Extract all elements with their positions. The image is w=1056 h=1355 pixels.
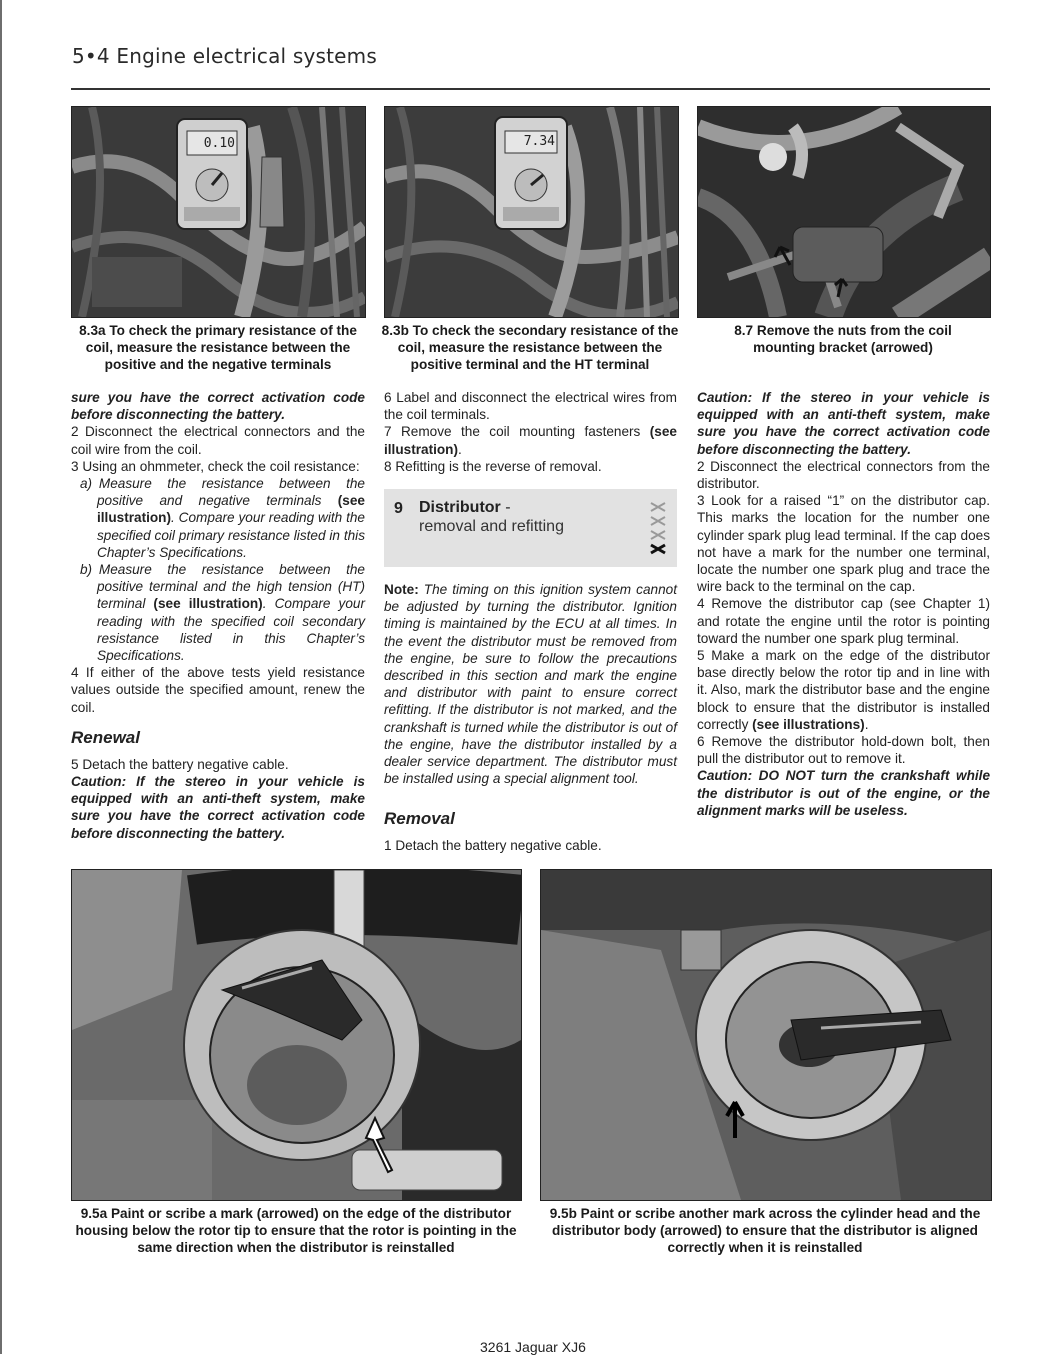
photo-9-5b [540, 869, 992, 1201]
photo-8-3b [384, 106, 679, 318]
step-7: 7 Remove the coil mounting fasteners (see illustration). [384, 424, 677, 457]
step-6-distributor: 6 Remove the distributor hold-down bolt, then pull the distributor out to remove it. [697, 734, 990, 767]
page-footer: 3261 Jaguar XJ6 [480, 1339, 586, 1355]
substep-b: b) Measure the resistance between the positive terminal and the high tension (HT) terminal (see illustration). Compare your reading with the specified coil secondary resistance listed in this Chapter’s Specifications. [80, 562, 365, 664]
heading-renewal: Renewal [71, 727, 140, 747]
caption-8-7: 8.7 Remove the nuts from the coil mounting bracket (arrowed) [734, 323, 952, 355]
step-5: 5 Detach the battery negative cable. [71, 756, 289, 772]
step-6: 6 Label and disconnect the electrical wires from the coil terminals. [384, 390, 677, 423]
heading-removal: Removal [384, 809, 455, 829]
header-rule [71, 88, 990, 90]
step-1: 1 Detach the battery negative cable. [384, 838, 602, 854]
step-3-distributor: 3 Look for a raised “1” on the distributor cap. This marks the location for the number one cylinder spark plug lead terminal. If the cap does not have a mark for the number one terminal, locate the number one spark plug and trace the wire back to the terminal on the cap. [697, 493, 990, 595]
text-column-2 [384, 389, 677, 855]
caution-stereo-2: Caution: If the stereo in your vehicle is equipped with an anti-theft system, make sure you have the correct activation code before disconnecting the battery. [697, 390, 990, 457]
section-heading-9 [384, 489, 677, 567]
running-header: 5•4 Engine electrical systems [72, 44, 377, 68]
text-column-3 [697, 389, 990, 819]
step-5-distributor: 5 Make a mark on the edge of the distributor base directly below the rotor tip and in line with it. Also, mark the distributor base and the engine block to ensure that the distributor is installed correctly (see illustrations). [697, 648, 990, 732]
meter-display-b: 7.34 [523, 134, 555, 149]
photo-8-3a [71, 106, 366, 318]
section-subtitle: removal and refitting [419, 518, 564, 536]
caution-crankshaft: Caution: DO NOT turn the crankshaft while the distributor is out of the engine, or the alignment marks will be useless. [697, 768, 990, 818]
caption-8-3a: 8.3a To check the primary resistance of the coil, measure the resistance between the positive and the negative terminals [79, 323, 357, 372]
step-2-distributor: 2 Disconnect the electrical connectors from the distributor. [697, 458, 990, 492]
photo-8-7 [697, 106, 991, 318]
substep-a: a) Measure the resistance between the positive and negative terminals (see illustration). Compare your reading with the specified coil primary resistance listed in this Chapter’s Specifications. [80, 476, 365, 560]
caution-continued: sure you have the correct activation code before disconnecting the battery. [71, 390, 365, 423]
page-edge-rule [0, 0, 2, 1354]
caption-9-5b: 9.5b Paint or scribe another mark across the cylinder head and the distributor body (arrowed) to ensure that the distributor is aligned correctly when it is reinstalled [549, 1206, 981, 1255]
step-8: 8 Refitting is the reverse of removal. [384, 458, 602, 474]
step-3: 3 Using an ohmmeter, check the coil resistance: [71, 458, 360, 474]
caption-8-3b: 8.3b To check the secondary resistance of the coil, measure the resistance between the positive terminal and the HT terminal [381, 323, 679, 372]
section-number: 9 [394, 500, 403, 518]
text-column-1 [71, 389, 365, 842]
step-4-distributor: 4 Remove the distributor cap (see Chapter 1) and rotate the engine until the rotor is pointing toward the number one spark plug terminal. [697, 596, 990, 646]
difficulty-wrench-icon [647, 497, 669, 559]
step-4: 4 If either of the above tests yield resistance values outside the specified amount, renew the coil. [71, 665, 365, 715]
note: Note: The timing on this ignition system cannot be adjusted by turning the distributor. Ignition timing is maintained by the ECU at all times. In the event the distributor must be removed from the engine, be sure to follow the precautions described in this section and mark the engine and distributor with paint to ensure correct refitting. If the distributor is not marked, and the crankshaft is turned while the distributor is out of the engine, have the distributor installed by a dealer service department. The distributor must be installed using a special alignment tool. [384, 582, 677, 787]
step-2: 2 Disconnect the electrical connectors and the coil wire from the coil. [71, 424, 365, 457]
meter-display-a: 0.10 [203, 136, 235, 151]
caption-9-5a: 9.5a Paint or scribe a mark (arrowed) on the edge of the distributor housing below the rotor tip to ensure that the rotor is pointing in the same direction when the distributor is reinstalled [75, 1206, 517, 1255]
section-title: Distributor - [419, 499, 511, 517]
photo-9-5a [71, 869, 522, 1201]
caution-stereo: Caution: If the stereo in your vehicle is equipped with an anti-theft system, make sure you have the correct activation code before disconnecting the battery. [71, 774, 365, 841]
